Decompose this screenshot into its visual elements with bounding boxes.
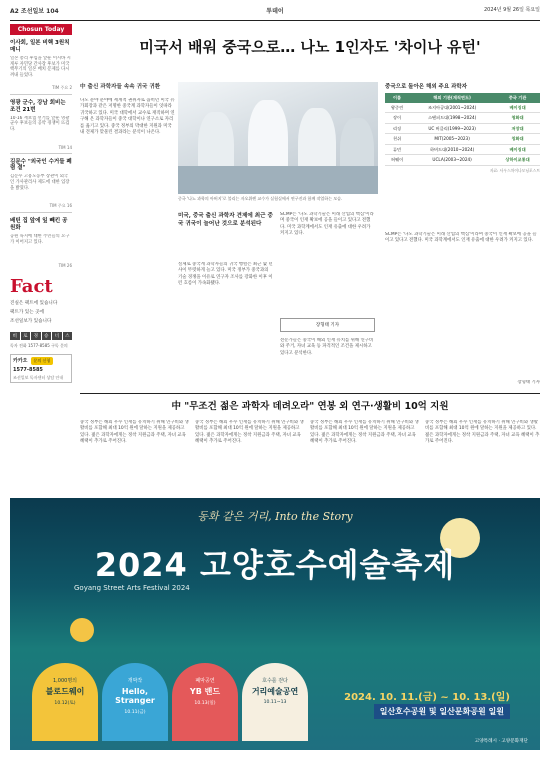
table-cell: 장이 bbox=[385, 113, 409, 123]
issue-date: 2024년 9월 26일 목요일 bbox=[483, 7, 540, 13]
left-column-title: Chosun Today bbox=[10, 24, 72, 35]
article-byline: 장형태 기자 bbox=[517, 380, 540, 385]
scientist-table bbox=[385, 82, 540, 174]
festival-ad[interactable] bbox=[10, 498, 540, 750]
table-cell: 천쉬 bbox=[385, 134, 409, 144]
ad-card[interactable] bbox=[32, 663, 98, 741]
fact-line: 팩트가 있는 곳에 bbox=[10, 310, 44, 315]
table-cell: MIT(2005~2023) bbox=[409, 134, 495, 144]
ad-card[interactable] bbox=[102, 663, 168, 741]
article-body-col2: 실제로 중국계 과학자들의 귀국 행렬은 최근 몇 년 사이 뚜렷하게 늘고 있다. 미국 정부가 중국과의 기술 경쟁을 이유로 연구자 조사를 강화한 이후 이런 흐름이 가속화됐다. bbox=[178, 262, 273, 287]
table-cell: 상하이교통대 bbox=[495, 155, 540, 165]
grid-cell: 로 bbox=[21, 332, 31, 340]
article-body-col3: SCMP는 '나노 과학기술은 미래 산업의 핵심'이라며 중국이 인재 확보에 공을 들이고 있다고 전했다. 미국 과학계에서도 인재 유출에 대한 우려가 커지고 있다. bbox=[280, 212, 374, 237]
subscription-grid bbox=[10, 332, 72, 340]
small-ad-number: 1577-8585 bbox=[13, 366, 43, 373]
small-ad-desc: 조선일보 독자센터 상담 안내 bbox=[13, 374, 64, 380]
ad-sponsor: 고양특례시 · 고양문화재단 bbox=[474, 739, 528, 744]
page-header bbox=[10, 6, 540, 18]
table-cell: 칭화대 bbox=[495, 134, 540, 144]
sub-article-body: 중국 정부는 해외 우수 인재를 유치하기 위해 연구비와 생활비를 포함해 최대 10억 원에 달하는 지원을 제공하고 있다. 젊은 과학자에게는 정착 지원금과 주택, 자녀 교육 혜택이 추가로 주어진다. bbox=[80, 420, 189, 445]
grid-cell: 승 bbox=[42, 332, 52, 340]
lab-bench bbox=[178, 166, 378, 194]
ad-venue: 일산호수공원 및 일산문화공원 일원 bbox=[374, 704, 510, 719]
ad-card[interactable] bbox=[242, 663, 308, 741]
ad-card-top: 폐막공연 bbox=[195, 678, 215, 684]
table-cell: 류민 bbox=[385, 144, 409, 154]
ad-card-top: 개막작 bbox=[127, 678, 143, 684]
page-label: A2 조선일보 104 bbox=[10, 8, 59, 15]
table-cell: 허웨이 bbox=[385, 155, 409, 165]
grid-cell: 비 bbox=[10, 332, 20, 340]
article-body-col1: 나노 분야 분야에 세계적 권위자로 꼽히던 미국 유가회장과 같은 저명한 중국계 과학자들이 잇따라 귀국하고 있다. 미국 대학에서 교수로 재직하며 연구해 온 과학자들이 중국 대학이나 연구소로 자리를 옮기고 있다. 중국 정부의 막대한 지원과 미국 내 견제가 맞물린 결과라는 분석이 나온다. bbox=[80, 98, 175, 135]
section-title: 투데이 bbox=[266, 8, 284, 15]
table-row bbox=[385, 103, 540, 113]
table-cell: 저장대 bbox=[495, 123, 540, 133]
table-cell: UCLA(2003~2024) bbox=[409, 155, 495, 165]
ad-cards bbox=[32, 663, 308, 741]
article-kicker: 中 출신 과학자들 속속 귀국 귀환 bbox=[80, 84, 161, 90]
left-item-body: 일본 총리 후임을 앞둔 이시바 시게루 자민당 간사장 후보가 미국 핵무기의 일본 배치 문제를 다시 꺼내 들었다. bbox=[10, 55, 71, 79]
contact-info: 독자 전화 1577-8585 구독 문의 bbox=[10, 343, 68, 348]
table-cell: 하버드대(2010~2024) bbox=[409, 144, 495, 154]
moon-shape bbox=[70, 618, 94, 642]
table-header: 해외 기관(재직연도) bbox=[409, 93, 495, 103]
left-item-body: 10·16 재보궐 선거를 앞둔 영광 군수 후보들의 공약 경쟁이 뜨겁다. bbox=[10, 115, 70, 133]
left-item-ref: TIM 14 bbox=[58, 144, 72, 150]
table-cell: 베이징대 bbox=[495, 144, 540, 154]
grid-cell: 너 bbox=[52, 332, 62, 340]
ad-card-date: 10.12(토) bbox=[54, 701, 76, 707]
table-cell: UC 버클리(1999~2023) bbox=[409, 123, 495, 133]
sub-article-body: 중국 정부는 해외 우수 인재를 유치하기 위해 연구비와 생활비를 포함해 최대 10억 원에 달하는 지원을 제공하고 있다. 젊은 과학자에게는 정착 지원금과 주택, 자녀 교육 혜택이 추가로 주어진다. bbox=[195, 420, 304, 445]
table-row bbox=[385, 123, 540, 133]
table-source: 자료: 사우스차이나모닝포스트 bbox=[489, 167, 540, 173]
table-row bbox=[385, 134, 540, 144]
left-item-title: 이사회, 일본 비핵 3원칙 매니 bbox=[10, 40, 70, 53]
table-row bbox=[385, 155, 540, 165]
main-headline: 미국서 배워 중국으로… 나노 1인자도 '차이나 유턴' bbox=[139, 38, 481, 56]
table-header: 중국 기관 bbox=[495, 93, 540, 103]
section-rule bbox=[80, 393, 540, 394]
author-box: 장형태 기자 bbox=[280, 318, 375, 332]
ad-english-title: Goyang Street Arts Festival 2024 bbox=[74, 584, 190, 592]
ad-card-main: 블로드웨이 bbox=[45, 687, 85, 696]
ad-card-date: 10.11~13 bbox=[263, 700, 287, 706]
pull-quote: 미국, 중국 출신 과학자 견제에 최근 중국 귀국이 늘어난 것으로 분석된다 bbox=[178, 213, 273, 228]
ad-card-main: YB 밴드 bbox=[189, 687, 221, 696]
grid-cell: 경 bbox=[31, 332, 41, 340]
small-ad-button[interactable]: 문의 신청 bbox=[31, 357, 54, 365]
left-item[interactable] bbox=[10, 218, 72, 268]
sub-article-body: 중국 정부는 해외 우수 인재를 유치하기 위해 연구비와 생활비를 포함해 최대 10억 원에 달하는 지원을 제공하고 있다. 젊은 과학자에게는 정착 지원금과 주택, 자녀 교육 혜택이 추가로 주어진다. bbox=[310, 420, 419, 445]
left-item-ref: TIM 주요 2 bbox=[52, 84, 72, 90]
table-cell: 베이징대 bbox=[495, 103, 540, 113]
ad-card-top: 1,000명의 bbox=[53, 678, 77, 684]
table-title: 중국으로 돌아온 해외 주요 과학자 bbox=[385, 84, 468, 90]
divider bbox=[10, 94, 72, 95]
grid-cell: 스 bbox=[63, 332, 73, 340]
small-ad[interactable] bbox=[10, 354, 72, 383]
table-cell: 왕중린 bbox=[385, 103, 409, 113]
table-row bbox=[385, 144, 540, 154]
table-row bbox=[385, 113, 540, 123]
article-photo bbox=[178, 82, 378, 194]
left-item[interactable] bbox=[10, 40, 72, 91]
ad-subtitle: 동화 같은 거리, Into the Story bbox=[197, 510, 353, 523]
table-cell: 조지아공대(2001~2024) bbox=[409, 103, 495, 113]
ad-date: 2024. 10. 11.(금) ~ 10. 13.(일) bbox=[344, 692, 510, 703]
table-cell: 스탠퍼드대(1998~2024) bbox=[409, 113, 495, 123]
photo-caption: 중국 '나노 과학의 아버지'로 불리는 자오위롄 교수가 실험실에서 연구진과 함께 작업하는 모습. bbox=[178, 196, 343, 201]
fact-line: 조선일보가 있습니다 bbox=[10, 319, 52, 324]
ad-card[interactable] bbox=[172, 663, 238, 741]
left-item-body: 공원 녹지에 대한 주민들의 요구가 이어지고 있다. bbox=[10, 234, 70, 245]
sub-article-body: 중국 정부는 해외 우수 인재를 유치하기 위해 연구비와 생활비를 포함해 최대 10억 원에 달하는 지원을 제공하고 있다. 젊은 과학자에게는 정착 지원금과 주택, 자녀 교육 혜택이 추가로 주어진다. bbox=[425, 420, 540, 445]
left-item[interactable] bbox=[10, 100, 72, 150]
header-rule bbox=[10, 20, 540, 21]
left-item-title: 영광 군수, 강남 회비는 조건 21번 bbox=[10, 99, 66, 113]
table-cell: 청화대 bbox=[495, 113, 540, 123]
ad-card-main: 거리예술공연 bbox=[251, 687, 299, 696]
fact-logo: Fact bbox=[10, 276, 53, 297]
ad-card-date: 10.13(일) bbox=[194, 701, 216, 707]
divider bbox=[10, 153, 72, 154]
table-header: 이름 bbox=[385, 93, 409, 103]
ad-card-top: 호수를 걷다 bbox=[262, 678, 288, 684]
fact-line: 진실은 팩트에 있습니다 bbox=[10, 301, 58, 306]
left-item-ref: TIM 26 bbox=[58, 263, 72, 268]
table-cell: 리징 bbox=[385, 123, 409, 133]
sub-headline: 中 "무조건 젊은 과학자 데려오라" 연봉 외 연구·생활비 10억 지원 bbox=[171, 401, 449, 412]
ad-title: 2024 고양호수예술축제 bbox=[94, 546, 456, 584]
left-item-body: 김문수 고용노동부 장관이 외국인 가사관리사 제도에 대한 입장을 밝혔다. bbox=[10, 174, 70, 191]
left-item[interactable] bbox=[10, 159, 72, 210]
article-body-col3b: 전문가들은 중국이 해외 인재 유치를 위해 연구비와 주거, 자녀 교육 등 파격적인 조건을 제시하고 있다고 분석한다. bbox=[280, 338, 374, 356]
left-item-ref: TIM 주요 16 bbox=[49, 203, 72, 209]
left-item-title: 배틴 집 앞에 잎 빼킨 공원화 bbox=[10, 218, 68, 232]
small-ad-label: 카카오 bbox=[13, 358, 28, 365]
article-body-col4: SCMP는 '나노 과학기술은 미래 산업의 핵심'이라며 중국이 인재 확보에 공을 들이고 있다고 전했다. 미국 과학계에서도 인재 유출에 대한 우려가 커지고 있다. bbox=[385, 232, 537, 244]
left-item-title: 김문수 "외국인 수거들 폐렴 결" bbox=[10, 158, 72, 172]
ad-card-main: Hello, Stranger bbox=[115, 687, 155, 706]
divider bbox=[10, 212, 72, 213]
ad-card-date: 10.11(금) bbox=[124, 710, 146, 716]
